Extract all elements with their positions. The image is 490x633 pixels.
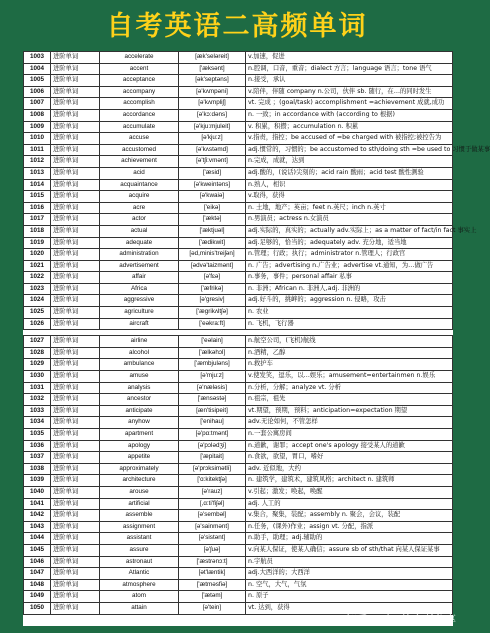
table-row — [24, 544, 453, 556]
phonetic: [ə'næləsis] — [179, 382, 246, 394]
table-row — [24, 359, 453, 371]
english-word: accordance — [100, 109, 179, 121]
table-row — [24, 371, 453, 383]
word-meaning: n.食欲，欲望，胃口，嗜好 — [246, 452, 453, 464]
phonetic: ['æmbjuləns] — [179, 359, 246, 371]
word-meaning: n. 广告；advertising n.广告业；advertise vt.通知，为…做广告 — [246, 260, 453, 272]
phonetic: ['æstrənɔ:t] — [179, 556, 246, 568]
word-meaning: n. 一致；in accordance with (according to 根据) — [246, 109, 453, 121]
english-word: acid — [100, 167, 179, 179]
phonetic: ['ænsəstə] — [179, 394, 246, 406]
word-number: 1032 — [24, 394, 51, 406]
word-meaning: adj. 人工的 — [246, 498, 453, 510]
word-number: 1007 — [24, 98, 51, 110]
phonetic: ['eəkra:ft] — [179, 318, 246, 330]
word-number: 1026 — [24, 318, 51, 330]
phonetic: [ə'sainmənt] — [179, 521, 246, 533]
table-row — [24, 336, 453, 348]
phonetic: ['æktə] — [179, 214, 246, 226]
table-row — [24, 295, 453, 307]
word-number: 1015 — [24, 191, 51, 203]
english-word: amuse — [100, 371, 179, 383]
english-word: apartment — [100, 429, 179, 441]
phonetic: ['æsid] — [179, 167, 246, 179]
word-meaning: adv. 近似地，大约 — [246, 463, 453, 475]
word-number: 1035 — [24, 429, 51, 441]
english-word: appetite — [100, 452, 179, 464]
word-meaning: adj.好斗的，挑衅的；aggression n. 侵略，攻击 — [246, 295, 453, 307]
word-number: 1042 — [24, 510, 51, 522]
english-word: accelerate — [100, 52, 179, 64]
word-meaning: n. 土地，地产；英亩；feet n.英尺；inch n.英寸 — [246, 202, 453, 214]
word-meaning: n. 飞机，飞行器 — [246, 318, 453, 330]
word-meaning: n.男演员；actress n.女演员 — [246, 214, 453, 226]
word-category: 进阶单词 — [51, 486, 100, 498]
word-number: 1006 — [24, 86, 51, 98]
word-number: 1047 — [24, 568, 51, 580]
word-category: 进阶单词 — [51, 272, 100, 284]
word-meaning: v.指责，指控；be accused of =be charged with 被指控;被控告为 — [246, 133, 453, 145]
word-category: 进阶单词 — [51, 144, 100, 156]
word-category: 进阶单词 — [51, 405, 100, 417]
table-row — [24, 417, 453, 429]
word-number: 1028 — [24, 347, 51, 359]
word-number: 1004 — [24, 63, 51, 75]
table-row — [24, 318, 453, 330]
english-word: accent — [100, 63, 179, 75]
phonetic: [əd,minis'treiʃən] — [179, 249, 246, 261]
word-category: 进阶单词 — [51, 98, 100, 110]
phonetic: ['eikə] — [179, 202, 246, 214]
word-meaning: n.任务，(课外)作业；assign vt. 分配，指派 — [246, 521, 453, 533]
word-number: 1008 — [24, 109, 51, 121]
word-meaning: n. 建筑学，建筑术，建筑风格；architect n. 建筑师 — [246, 475, 453, 487]
word-number: 1024 — [24, 295, 51, 307]
word-number: 1023 — [24, 283, 51, 295]
word-meaning: adj.大西洋的；大西洋 — [246, 568, 453, 580]
word-number: 1041 — [24, 498, 51, 510]
phonetic: [ə'fɛə] — [179, 272, 246, 284]
table-row — [24, 463, 453, 475]
phonetic: [ə'kʌstəmd] — [179, 144, 246, 156]
table-row — [24, 568, 453, 580]
phonetic: ['æpitait] — [179, 452, 246, 464]
english-word: aggressive — [100, 295, 179, 307]
english-word: assignment — [100, 521, 179, 533]
word-number: 1037 — [24, 452, 51, 464]
word-category: 进阶单词 — [51, 202, 100, 214]
table-row — [24, 133, 453, 145]
word-category: 进阶单词 — [51, 86, 100, 98]
word-number: 1017 — [24, 214, 51, 226]
english-word: atmosphere — [100, 579, 179, 591]
table-row — [24, 486, 453, 498]
word-meaning: vt.期望，预期，预料；anticipation=expectation 期望 — [246, 405, 453, 417]
english-word: acquaintance — [100, 179, 179, 191]
word-number: 1013 — [24, 167, 51, 179]
table-row — [24, 498, 453, 510]
word-meaning: n.腔调，口音，重音；dialect 方言；language 语言；tone 语气 — [246, 63, 453, 75]
word-number: 1034 — [24, 417, 51, 429]
word-category: 进阶单词 — [51, 156, 100, 168]
table-row — [24, 202, 453, 214]
word-category: 进阶单词 — [51, 295, 100, 307]
word-category: 进阶单词 — [51, 214, 100, 226]
word-meaning: n. 空气，大气，气氛 — [246, 579, 453, 591]
word-meaning: n.完成，成就，达到 — [246, 156, 453, 168]
word-number: 1050 — [24, 602, 51, 614]
table-row — [24, 121, 453, 133]
word-number: 1025 — [24, 307, 51, 319]
table-row — [24, 260, 453, 272]
phonetic: [ə'kwaiə] — [179, 191, 246, 203]
word-number: 1046 — [24, 556, 51, 568]
english-word: assure — [100, 544, 179, 556]
table-row — [24, 556, 453, 568]
english-word: administration — [100, 249, 179, 261]
word-category: 进阶单词 — [51, 347, 100, 359]
phonetic: [ə'tein] — [179, 602, 246, 614]
word-meaning: adj.实际的，真实的；actually adv.实际上；as a matter of fact/in fact 事实上 — [246, 225, 453, 237]
word-meaning: n.祖宗，祖先 — [246, 394, 453, 406]
english-word: anticipate — [100, 405, 179, 417]
word-category: 进阶单词 — [51, 510, 100, 522]
table-row — [24, 382, 453, 394]
table-row — [24, 156, 453, 168]
phonetic: [ə'pɑ:tmənt] — [179, 429, 246, 441]
english-word: anyhow — [100, 417, 179, 429]
word-number: 1016 — [24, 202, 51, 214]
word-category: 进阶单词 — [51, 591, 100, 603]
word-category: 进阶单词 — [51, 602, 100, 614]
word-category: 进阶单词 — [51, 452, 100, 464]
word-meaning: n.宇航员 — [246, 556, 453, 568]
word-meaning: v.陪伴，伴随 company n.公司，伙伴 sb. 随行，在…的同时发生 — [246, 86, 453, 98]
phonetic: [ə'kʌmpliʃ] — [179, 98, 246, 110]
phonetic: [ə'pɔlədʒi] — [179, 440, 246, 452]
english-word: Atlantic — [100, 568, 179, 580]
word-meaning: n.航空公司，(飞机)航线 — [246, 336, 453, 348]
english-word: achievement — [100, 156, 179, 168]
english-word: affair — [100, 272, 179, 284]
table-row — [24, 225, 453, 237]
word-category: 进阶单词 — [51, 521, 100, 533]
phonetic: ['ætməsfiə] — [179, 579, 246, 591]
word-category: 进阶单词 — [51, 283, 100, 295]
word-category: 进阶单词 — [51, 544, 100, 556]
word-meaning: adj.酸的，(说话)尖刻的；acid rain 酸雨；acid test 酸性测验 — [246, 167, 453, 179]
english-word: assemble — [100, 510, 179, 522]
word-category: 进阶单词 — [51, 133, 100, 145]
word-number: 1045 — [24, 544, 51, 556]
watermark: 知乎 @小Z的自考分享 — [345, 613, 456, 626]
word-meaning: adj.足够的，恰当的；adequately adv. 充分地，适当地 — [246, 237, 453, 249]
word-meaning: n. 非洲；African n. 非洲人,adj. 非洲的 — [246, 283, 453, 295]
phonetic: [ə'kju:mjuleit] — [179, 121, 246, 133]
english-word: Africa — [100, 283, 179, 295]
english-word: approximately — [100, 463, 179, 475]
word-number: 1010 — [24, 133, 51, 145]
english-word: airline — [100, 336, 179, 348]
english-word: artificial — [100, 498, 179, 510]
phonetic: [ə'rauz] — [179, 486, 246, 498]
word-category: 进阶单词 — [51, 429, 100, 441]
english-word: agriculture — [100, 307, 179, 319]
word-meaning: n.道歉，谢罪；accept one's apology 接受某人的道歉 — [246, 440, 453, 452]
table-row — [24, 405, 453, 417]
phonetic: [ədvə'taizmənt] — [179, 260, 246, 272]
word-meaning: n.熟人，相识 — [246, 179, 453, 191]
table-row — [24, 475, 453, 487]
phonetic: [ə'kweintəns] — [179, 179, 246, 191]
phonetic: ['æksənt] — [179, 63, 246, 75]
phonetic: [ə'sistənt] — [179, 533, 246, 545]
english-word: astronaut — [100, 556, 179, 568]
word-category: 进阶单词 — [51, 63, 100, 75]
phonetic: [ək'septəns] — [179, 75, 246, 87]
word-category: 进阶单词 — [51, 167, 100, 179]
word-number: 1009 — [24, 121, 51, 133]
table-row — [24, 52, 453, 64]
word-category: 进阶单词 — [51, 225, 100, 237]
word-category: 进阶单词 — [51, 498, 100, 510]
word-number: 1039 — [24, 475, 51, 487]
word-category: 进阶单词 — [51, 359, 100, 371]
english-word: accompany — [100, 86, 179, 98]
word-number: 1011 — [24, 144, 51, 156]
phonetic: ['eəlain] — [179, 336, 246, 348]
word-meaning: n.救护车 — [246, 359, 453, 371]
english-word: acre — [100, 202, 179, 214]
word-number: 1049 — [24, 591, 51, 603]
table-row — [24, 440, 453, 452]
word-category: 进阶单词 — [51, 249, 100, 261]
word-category: 进阶单词 — [51, 237, 100, 249]
phonetic: ['ælkəhɔl] — [179, 347, 246, 359]
phonetic: [ə'ʃuə] — [179, 544, 246, 556]
table-row — [24, 521, 453, 533]
english-word: apology — [100, 440, 179, 452]
word-number: 1021 — [24, 260, 51, 272]
english-word: actual — [100, 225, 179, 237]
phonetic: [ə'kɔ:dəns] — [179, 109, 246, 121]
table-row — [24, 191, 453, 203]
phonetic: ['ædikwit] — [179, 237, 246, 249]
english-word: adequate — [100, 237, 179, 249]
word-category: 进阶单词 — [51, 533, 100, 545]
english-word: accomplish — [100, 98, 179, 110]
word-category: 进阶单词 — [51, 336, 100, 348]
table-row — [24, 75, 453, 87]
phonetic: [ə'mju:z] — [179, 371, 246, 383]
english-word: aircraft — [100, 318, 179, 330]
phonetic: [,ɑ:ti'fiʃəl] — [179, 498, 246, 510]
word-category: 进阶单词 — [51, 440, 100, 452]
vocab-table-body — [24, 52, 490, 615]
word-number: 1044 — [24, 533, 51, 545]
table-row — [24, 214, 453, 226]
word-number: 1018 — [24, 225, 51, 237]
word-category: 进阶单词 — [51, 307, 100, 319]
word-category: 进阶单词 — [51, 75, 100, 87]
word-number: 1014 — [24, 179, 51, 191]
phonetic: [æk'seləreit] — [179, 52, 246, 64]
word-category: 进阶单词 — [51, 463, 100, 475]
word-category: 进阶单词 — [51, 191, 100, 203]
word-category: 进阶单词 — [51, 121, 100, 133]
word-category: 进阶单词 — [51, 382, 100, 394]
english-word: ambulance — [100, 359, 179, 371]
word-number: 1038 — [24, 463, 51, 475]
word-meaning: v.加速，促进 — [246, 52, 453, 64]
table-row — [24, 86, 453, 98]
english-word: acquire — [100, 191, 179, 203]
english-word: architecture — [100, 475, 179, 487]
english-word: actor — [100, 214, 179, 226]
phonetic: ['ægrikʌltʃə] — [179, 307, 246, 319]
word-category: 进阶单词 — [51, 475, 100, 487]
word-number: 1040 — [24, 486, 51, 498]
english-word: advertisement — [100, 260, 179, 272]
word-category: 进阶单词 — [51, 371, 100, 383]
phonetic: ['ɑ:kitektʃə] — [179, 475, 246, 487]
word-meaning: v.向某人保证，使某人确信；assure sb of sth/that 向某人保证某事 — [246, 544, 453, 556]
english-word: accumulate — [100, 121, 179, 133]
word-meaning: n. 农业 — [246, 307, 453, 319]
phonetic: [ə'gresiv] — [179, 295, 246, 307]
page-title: 自考英语二高频单词 — [106, 10, 368, 42]
table-row — [24, 347, 453, 359]
english-word: alcohol — [100, 347, 179, 359]
word-meaning: adv.无论如何，不管怎样 — [246, 417, 453, 429]
table-row — [24, 237, 453, 249]
word-number: 1003 — [24, 52, 51, 64]
word-number: 1029 — [24, 359, 51, 371]
word-meaning: n.酒精，乙醇 — [246, 347, 453, 359]
table-row — [24, 533, 453, 545]
table-row — [24, 394, 453, 406]
english-word: atom — [100, 591, 179, 603]
word-category: 进阶单词 — [51, 556, 100, 568]
word-category: 进阶单词 — [51, 179, 100, 191]
word-meaning: n.事务，事件；personal affair 私事 — [246, 272, 453, 284]
table-row — [24, 179, 453, 191]
english-word: attain — [100, 602, 179, 614]
word-meaning: vt. 达到，获得 — [246, 602, 453, 614]
phonetic: ['æfrikə] — [179, 283, 246, 295]
word-number: 1027 — [24, 336, 51, 348]
word-meaning: n.管理；行政；执行；administrator n.管理人；行政官 — [246, 249, 453, 261]
word-category: 进阶单词 — [51, 109, 100, 121]
table-row — [24, 272, 453, 284]
phonetic: ['ætəm] — [179, 591, 246, 603]
word-number: 1048 — [24, 579, 51, 591]
word-category: 进阶单词 — [51, 318, 100, 330]
word-number: 1012 — [24, 156, 51, 168]
word-meaning: v.集合，聚集，装配；assembly n. 聚会，会议，装配 — [246, 510, 453, 522]
word-number: 1031 — [24, 382, 51, 394]
table-row — [24, 510, 453, 522]
phonetic: ['æktjuəl] — [179, 225, 246, 237]
table-row — [24, 98, 453, 110]
table-row — [24, 144, 453, 156]
english-word: accustomed — [100, 144, 179, 156]
word-meaning: v.使发笑，逗乐，以…娱乐；amusement=entertainmen n.娱乐 — [246, 371, 453, 383]
word-meaning: n.助手，助理；adj.辅助的 — [246, 533, 453, 545]
word-category: 进阶单词 — [51, 52, 100, 64]
table-row — [24, 283, 453, 295]
word-number: 1022 — [24, 272, 51, 284]
phonetic: [ə'kʌmpəni] — [179, 86, 246, 98]
phonetic: [ə'sembəl] — [179, 510, 246, 522]
word-number: 1005 — [24, 75, 51, 87]
english-word: acceptance — [100, 75, 179, 87]
english-word: assistant — [100, 533, 179, 545]
word-number: 1036 — [24, 440, 51, 452]
table-row — [24, 429, 453, 441]
table-row — [24, 307, 453, 319]
word-category: 进阶单词 — [51, 394, 100, 406]
word-number: 1033 — [24, 405, 51, 417]
table-row — [24, 63, 453, 75]
table-row — [24, 249, 453, 261]
word-category: 进阶单词 — [51, 579, 100, 591]
table-row — [24, 579, 453, 591]
word-meaning: n.分析，分解；analyze vt. 分析 — [246, 382, 453, 394]
word-number: 1020 — [24, 249, 51, 261]
table-row — [24, 167, 453, 179]
word-meaning: n.一套公寓房间 — [246, 429, 453, 441]
word-meaning: n. 原子 — [246, 591, 453, 603]
english-word: analysis — [100, 382, 179, 394]
phonetic: [ə'kju:z] — [179, 133, 246, 145]
word-meaning: v. 积累，积攒；accumulation n. 积累 — [246, 121, 453, 133]
english-word: ancestor — [100, 394, 179, 406]
word-meaning: n.接受，承认 — [246, 75, 453, 87]
word-number: 1019 — [24, 237, 51, 249]
phonetic: [ə'tʃi:vmənt] — [179, 156, 246, 168]
word-category: 进阶单词 — [51, 568, 100, 580]
vocab-table — [23, 51, 490, 626]
english-word: accuse — [100, 133, 179, 145]
phonetic: [ət'læntik] — [179, 568, 246, 580]
word-number: 1030 — [24, 371, 51, 383]
word-meaning: v.取得，获得 — [246, 191, 453, 203]
word-meaning: adj.惯常的，习惯的；be accustomed to sth/doing sth =be used to 习惯于做某事 — [246, 144, 453, 156]
word-meaning: v.引起；激发；唤起，唤醒 — [246, 486, 453, 498]
table-row — [24, 591, 453, 603]
table-row — [24, 109, 453, 121]
word-category: 进阶单词 — [51, 417, 100, 429]
phonetic: [ə'prɔksimətli] — [179, 463, 246, 475]
table-row — [24, 452, 453, 464]
phonetic: ['enihau] — [179, 417, 246, 429]
word-category: 进阶单词 — [51, 260, 100, 272]
phonetic: [æn'tisipeit] — [179, 405, 246, 417]
word-number: 1043 — [24, 521, 51, 533]
word-meaning: vt. 完成 ；(goal/task) accomplishment =achievement 成就,成功 — [246, 98, 453, 110]
english-word: arouse — [100, 486, 179, 498]
